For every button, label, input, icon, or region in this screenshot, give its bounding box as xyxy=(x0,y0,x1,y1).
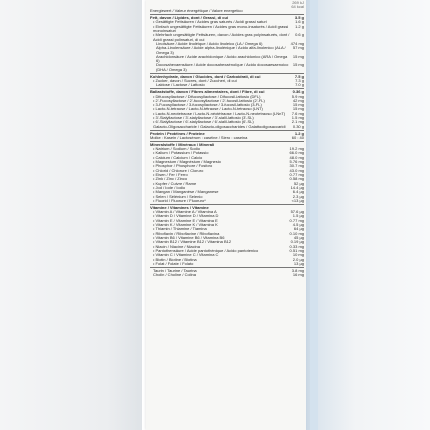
bottom-list xyxy=(150,269,304,278)
nutrient-value: 42 mg xyxy=(292,97,304,103)
nutrient-row xyxy=(150,273,304,277)
nutrient-value: 0.77 mg xyxy=(289,217,304,223)
nutrient-label: Docosahexaensäure / Acide docosahexaénoïque / Acido docosaesaenoico (DHA / Omega 3) xyxy=(156,62,289,72)
nutrient-label: Laktose / Lactose / Lattosio xyxy=(156,82,205,88)
nutrient-value: 2.1 mg xyxy=(291,119,304,125)
nutrient-label: • 2'-Fucosyllactose / 2'-fucosyllactose / 2'-fucosil-lattosio (2'-FL) xyxy=(153,97,265,103)
nutrient-row xyxy=(150,125,304,129)
nutrient-value: 15 mg xyxy=(292,106,304,112)
nutrient-label: • Thiamin / Thiamine / Tiamina xyxy=(153,226,207,232)
nutrient-value: 52 µg xyxy=(293,180,304,186)
carbs-value: 7.5 g xyxy=(294,73,304,79)
nutrient-label: Alpha-Linolensäure / Acide alpha-linolénique / Acido alfa-linolenico (ALA / Omega 3) xyxy=(156,45,286,55)
vitamins-list xyxy=(150,210,304,266)
nutrition-table xyxy=(146,0,306,430)
nutrient-value: 15 mg xyxy=(292,53,304,59)
nutrient-value: 64 µg xyxy=(293,226,304,232)
carbs-label: Kohlenhydrate, davon / Glucides, dont / Carboidrati, di cui xyxy=(150,73,261,79)
nutrient-label: • Mangan / Manganèse / Manganese xyxy=(153,189,219,195)
nutrient-label: Galacto-Oligosaccharide / Galacto-oligosaccharides / Galattooligosaccaridi xyxy=(153,123,286,129)
nutrient-row xyxy=(150,63,304,72)
fat-list xyxy=(150,20,304,72)
nutrient-value: 57 mg xyxy=(292,45,304,51)
package-side-edge xyxy=(306,0,430,430)
nutrient-label: • Zink / Zinc / Zinco xyxy=(153,176,188,182)
nutrient-value: 4.5 µg xyxy=(292,222,304,228)
nutrient-label: • Magnesium / Magnésium / Magnesio xyxy=(153,159,221,165)
nutrient-label: Taurin / Taurine / Taurina xyxy=(153,267,197,273)
ratio-value: 60 : 40 xyxy=(291,134,304,140)
nutrient-label: • Selen / Sélénium / Selenio xyxy=(153,193,203,199)
nutrient-label: • Riboflavin / Riboflavine / Riboflavina xyxy=(153,230,220,236)
nutrient-label: • Difucosyllactose / Difucosyllactose / Difucosil-lattosio (DFL) xyxy=(153,93,261,99)
nutrient-label: • Vitamin B6 / Vitamine B6 / Vitamina B6 xyxy=(153,235,225,240)
nutrient-value: 19.2 mg xyxy=(289,146,304,152)
fat-value: 3.5 g xyxy=(294,15,304,21)
nutrient-label: • Vitamin D / Vitamine D / Vitamina D xyxy=(153,213,219,219)
nutrient-label: Linolsäure / Acide linoléique / Acido linoleico (LA / Omega 6) xyxy=(156,40,263,46)
energy-row xyxy=(150,9,304,13)
nutrient-value: 66.0 mg xyxy=(289,150,304,156)
nutrient-label: • Kupfer / Cuivre / Rame xyxy=(153,180,197,186)
nutrient-value: 57.6 µg xyxy=(290,209,304,215)
nutrient-row xyxy=(150,199,304,203)
nutrient-value: 45 µg xyxy=(293,235,304,240)
nutrient-value: 0.51 mg xyxy=(289,247,304,253)
nutrient-value: 43.0 mg xyxy=(289,167,304,173)
nutrient-label: • 6'-Sialyllactose / 6'-sialyllactose / 6'-sialil-lattosio (6'-SL) xyxy=(153,119,254,125)
nutrient-label: • Phosphor / Phosphore / Fosforo xyxy=(153,163,213,169)
nutrient-value: 7.3 g xyxy=(295,78,304,83)
nutrient-value: 0.19 µg xyxy=(290,239,304,245)
fibre-list xyxy=(150,95,304,130)
nutrient-value: 7.0 g xyxy=(295,82,304,88)
nutrient-row xyxy=(150,262,304,266)
nutrient-label: • Folat / Folate / Folato xyxy=(153,260,194,266)
nutrient-value: 2.3 µg xyxy=(292,193,304,199)
nutrient-label: • Vitamin B12 / Vitamine B12 / Vitamina B12 xyxy=(153,239,232,245)
nutrient-label: • Jod / Iode / Iodio xyxy=(153,184,186,190)
nutrient-label: • Pantothensäure / Acide pantothénique / Acido pantotenico xyxy=(153,247,259,253)
nutrient-label: • Calcium / Calcium / Calcio xyxy=(153,154,203,160)
nutrient-label: • Lacto-N-tetraose / Lacto-N-tétraose / Lacto-N-tetraoso (LNT) xyxy=(153,106,263,112)
background-left xyxy=(0,0,142,430)
nutrient-label: • Lacto-N-neotetraose / Lacto-N-néotétraose / Lacto-N-neotetraoso (LNnT) xyxy=(153,110,286,116)
nutrient-value: 0.33 mg xyxy=(289,243,304,249)
protein-label: Protein / Protéines / Proteine xyxy=(150,130,205,136)
nutrient-label: • Natrium / Sodium / Sodio xyxy=(153,146,200,152)
nutrient-value: 474 mg xyxy=(290,40,304,46)
nutrient-value: 13 µg xyxy=(293,260,304,266)
nutrient-value: 0.30 g xyxy=(292,123,304,129)
nutrient-value: <13 µg xyxy=(291,197,304,203)
nutrient-value: 15 mg xyxy=(292,62,304,68)
energy-kcal-value: 64 kcal xyxy=(291,3,304,9)
nutrient-value: 30.7 mg xyxy=(289,163,304,169)
nutrient-value: 3.8 mg xyxy=(291,267,304,273)
nutrient-label: • Vitamin A / Vitamine A / Vitamina A xyxy=(153,209,217,215)
package-stripe xyxy=(310,0,318,430)
ratio-row xyxy=(150,136,304,140)
minerals-label: Mineralstoffe / Minéraux / Minerali xyxy=(150,141,215,147)
nutrient-value: 6.4 µg xyxy=(292,189,304,195)
nutrient-value: 14.4 µg xyxy=(290,184,304,190)
nutrient-label: • 3-Fucosyllactose / 3-fucosyllactose / 3-fucosil-lattosio (3-FL) xyxy=(153,102,262,108)
nutrient-value: 15 mg xyxy=(292,102,304,108)
nutrient-value: 16 mg xyxy=(292,272,304,278)
nutrient-label: Arachidonsäure / Acide arachidonique / Acido arachidonico (ARA / Omega 6) xyxy=(156,53,288,64)
nutrient-value: 1.5 µg xyxy=(292,213,304,219)
carbs-list xyxy=(150,79,304,88)
nutrient-label: • Eisen / Fer / Ferro xyxy=(153,172,188,178)
nutrient-label: • Kalium / Potassium / Potassio xyxy=(153,150,209,156)
nutrient-value: 0.6 g xyxy=(295,32,304,38)
nutrient-label: • Vitamin E / Vitamine E / Vitamina E xyxy=(153,217,218,223)
protein-value: 1.2 g xyxy=(294,130,304,136)
nutrient-value: 7.6 mg xyxy=(291,110,304,116)
nutrient-label: • Einfach ungesättigte Fettsäuren / Acides gras mono-insaturés / Acidi grassi monoinsaturi xyxy=(153,23,289,33)
vitamins-label: Vitamine / Vitamines / Vitamine xyxy=(150,204,209,210)
nutrient-value: 0.58 mg xyxy=(289,176,304,182)
ratio-label: Molke : Kasein / Lactosérum : caséine / Siero : caseina xyxy=(150,134,248,140)
nutrient-value: 0.77 mg xyxy=(289,172,304,178)
nutrient-label: • Niacin / Niacine / Niacina xyxy=(153,243,200,249)
nutrient-value: 5.9 mg xyxy=(291,93,304,99)
nutrient-label: • Vitamin C / Vitamine C / Vitamina C xyxy=(153,252,219,258)
nutrient-label: • Vitamin K / Vitamine K / Vitamina K xyxy=(153,222,218,228)
nutrient-label: Cholin / Choline / Colina xyxy=(153,272,196,278)
nutrient-label: • Fluorid / Fluorure / Fluoruro* xyxy=(153,197,206,203)
nutrient-label: • 3'-Sialyllactose / 3'-sialyllactose / 3'-sialil-lattosio (3'-SL) xyxy=(153,115,254,121)
energy-kj-value: 269 kJ xyxy=(292,0,304,5)
nutrient-label: • Biotin / Biotine / Biotina xyxy=(153,256,197,262)
nutrient-row xyxy=(150,83,304,87)
nutrient-label: • Chlorid / Chlorure / Cloruro xyxy=(153,167,204,173)
nutrient-value: 1.2 g xyxy=(295,23,304,29)
nutrient-value: 1.5 mg xyxy=(291,115,304,121)
fibre-value: 0.36 g xyxy=(292,89,304,95)
nutrient-label: • Zucker, davon / Sucres, dont / Zuccheri, di cui xyxy=(153,78,237,83)
nutrient-label: • Gesättigte Fettsäuren / Acides gras saturés / Acidi grassi saturi xyxy=(153,19,267,25)
nutrient-value: 0.10 mg xyxy=(289,230,304,236)
minerals-list xyxy=(150,147,304,203)
nutrient-value: 10 mg xyxy=(292,252,304,258)
nutrient-value: 1.6 g xyxy=(295,19,304,25)
fat-label: Fett, davon / Lipides, dont / Grassi, di cui xyxy=(150,15,229,21)
energy-label: Energiewert / Valeur énergétique / Valore energetico xyxy=(150,8,243,14)
nutrient-value: 2.0 µg xyxy=(292,256,304,262)
nutrient-value: 48.0 mg xyxy=(289,154,304,160)
nutrient-value: 5.76 mg xyxy=(289,159,304,165)
fibre-label: Ballaststoffe, davon / Fibres alimentaires, dont / Fibre, di cui xyxy=(150,89,265,95)
nutrient-label: • Mehrfach ungesättigte Fettsäuren, davon / Acides gras polyinsaturés, dont / Acidi grassi polinsaturi, di cui xyxy=(153,32,290,42)
